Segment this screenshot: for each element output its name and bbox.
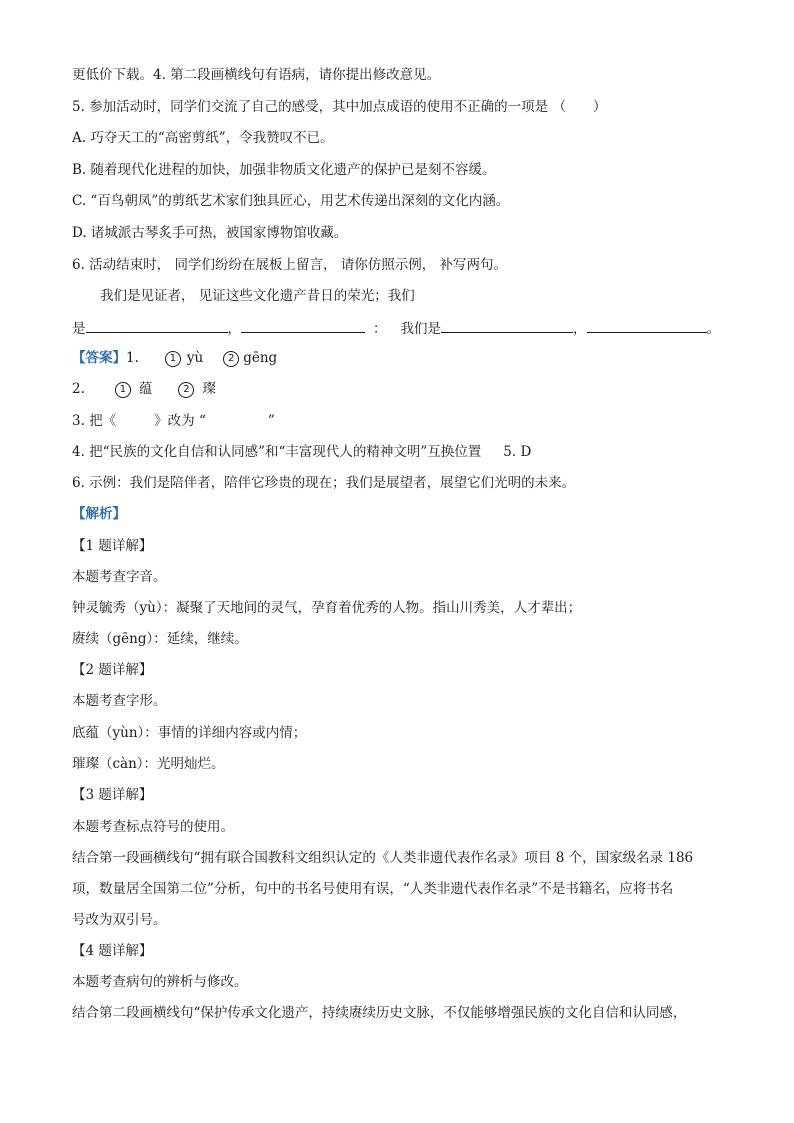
- circled-number-icon: 1: [165, 351, 181, 367]
- text-line: 号改为双引号。: [72, 912, 167, 928]
- example-sentence: 我们是见证者， 见证这些文化遗产昔日的荣光；我们: [100, 288, 415, 304]
- section-heading: 【4 题详解】: [72, 943, 153, 959]
- option-a: A. 巧夺天工的“高密剪纸”，令我赞叹不已。: [72, 130, 334, 146]
- text-line: 结合第一段画横线句“拥有联合国教科文组织认定的《人类非遗代表作名录》项目 8 个，国家级名录 186: [72, 850, 694, 866]
- section-heading: 【2 题详解】: [72, 662, 153, 678]
- text-line: 本题考查字音。: [72, 569, 167, 585]
- text-line: 赓续（gēng）：延续，继续。: [72, 631, 248, 647]
- text-line: 底蕴（yùn）：事情的详细内容或内情；: [72, 725, 307, 741]
- text-line: 本题考查字形。: [72, 693, 167, 709]
- question-6: 6. 活动结束时， 同学们纷纷在展板上留言， 请你仿照示例， 补写两句。: [72, 257, 508, 273]
- text-line: 本题考查病句的辨析与修改。: [72, 974, 248, 990]
- answer-blank-3[interactable]: [441, 318, 573, 333]
- question-5: 5. 参加活动时，同学们交流了自己的感受，其中加点成语的使用不正确的一项是 （ ）: [72, 99, 607, 115]
- answer-3-line: 3. 把《 》改为 “ ”: [72, 413, 275, 429]
- analysis-label: 【解析】: [72, 506, 126, 522]
- text-line: 项，数量居全国第二位”分析，句中的书名号使用有误，“人类非遗代表作名录”不是书籍名，应将书名: [72, 881, 674, 897]
- option-c: C. “百鸟朝凤”的剪纸艺术家们独具匠心，用艺术传递出深刻的文化内涵。: [72, 193, 510, 209]
- option-b: B. 随着现代化进程的加快，加强非物质文化遗产的保护已是刻不容缓。: [72, 162, 496, 178]
- answer-blank-1[interactable]: [86, 318, 228, 333]
- text-line: 璀璨（càn）：光明灿烂。: [72, 756, 225, 772]
- circled-number-icon: 2: [223, 351, 239, 367]
- circled-number-icon: 1: [115, 382, 131, 398]
- answer-6-line: 6. 示例：我们是陪伴者，陪伴它珍贵的现在；我们是展望者，展望它们光明的未来。: [72, 475, 576, 491]
- text-line: 本题考查标点符号的使用。: [72, 819, 234, 835]
- fill-in-line: 是 ， ： 我们是 ， 。: [72, 318, 720, 338]
- answer-2-line: 2. 1 蕴 2 璨: [72, 381, 216, 397]
- text-line: 结合第二段画横线句“保护传承文化遗产，持续赓续历史文脉，不仅能够增强民族的文化自信和认同感，: [72, 1005, 687, 1021]
- answer-1-line: 【答案】1. 1 yù 2 gēng: [72, 350, 278, 366]
- circled-number-icon: 2: [178, 382, 194, 398]
- text-line: 钟灵毓秀（yù）：凝聚了天地间的灵气，孕育着优秀的人物。指山川秀美，人才辈出；: [72, 600, 582, 616]
- answer-blank-2[interactable]: [241, 318, 365, 333]
- section-heading: 【1 题详解】: [72, 538, 153, 554]
- answer-4-5-line: 4. 把“民族的文化自信和认同感”和“丰富现代人的精神文明”互换位置 5. D: [72, 444, 532, 460]
- answer-label: 【答案】: [72, 350, 126, 366]
- answer-blank-4[interactable]: [587, 318, 707, 333]
- option-d: D. 诸城派古琴炙手可热，被国家博物馆收藏。: [72, 225, 348, 241]
- text-line: 更低价下载。4. 第二段画横线句有语病，请你提出修改意见。: [72, 67, 441, 83]
- section-heading: 【3 题详解】: [72, 787, 153, 803]
